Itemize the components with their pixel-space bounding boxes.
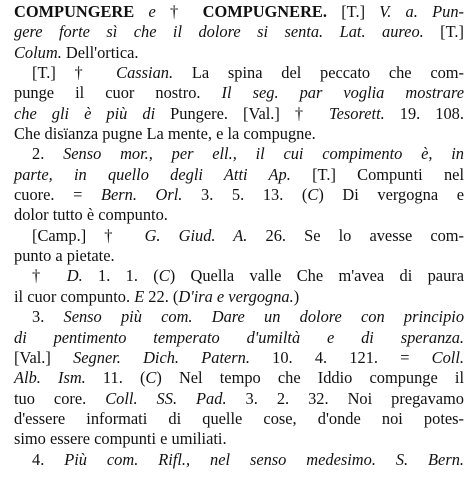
text-segment: D.: [66, 266, 83, 286]
text-segment: cuore. =: [14, 185, 101, 205]
text-segment: COMPUNGERE: [14, 2, 135, 21]
entry-line: [14, 246, 464, 266]
entry-line: [14, 450, 464, 470]
entry-line: [14, 205, 464, 225]
text-segment: †: [32, 266, 67, 286]
text-segment: Alb. Ism.: [14, 368, 86, 388]
dictionary-entry: [14, 2, 464, 470]
text-segment: Senso mor., per ell., il cui compimento è, in: [63, 144, 464, 164]
entry-line: [14, 22, 464, 42]
text-segment: Più com. Rifl., nel senso medesimo. S. Bern.: [64, 449, 465, 469]
text-segment: dolor tutto è compunto.: [14, 205, 168, 225]
text-segment: 3. 5. 13. (: [182, 185, 308, 205]
text-segment: ) Nel tempo che Iddio compunge il: [156, 368, 464, 388]
text-segment: ) Quella valle Che m'avea di paura: [169, 266, 465, 286]
text-segment: [T.]: [423, 22, 464, 42]
text-segment: V. a. Pun-: [379, 2, 464, 21]
entry-line: [14, 409, 464, 429]
text-segment: E: [134, 286, 145, 306]
text-segment: [Camp.] †: [32, 225, 145, 245]
text-segment: Pungere. [Val.] †: [155, 103, 330, 123]
entry-line: [14, 226, 464, 246]
entry-line: [14, 63, 464, 83]
entry-line: [14, 83, 464, 103]
text-segment: †: [170, 2, 203, 21]
entry-line: [14, 43, 464, 63]
entry-line: [14, 389, 464, 409]
entry-line: [14, 307, 464, 327]
text-segment: [Val.]: [14, 347, 74, 367]
text-segment: tuo core.: [14, 388, 106, 408]
text-segment: parte, in quello degli Atti Ap.: [14, 164, 291, 184]
text-segment: Coll.: [431, 347, 465, 367]
text-segment: Tesorett.: [329, 103, 385, 123]
text-segment: Segner. Dich. Patern.: [73, 347, 250, 367]
entry-line: [14, 287, 464, 307]
entry-line: [14, 124, 464, 144]
text-segment: il cuor compunto.: [14, 286, 135, 306]
text-segment: simo essere compunti e umiliati.: [14, 429, 227, 449]
entry-line: [14, 2, 464, 22]
text-segment: [T.] Compunti nel: [290, 164, 465, 184]
text-segment: Il seg. par voglia mostrare: [221, 83, 464, 103]
entry-line: [14, 368, 464, 388]
entry-line: [14, 328, 464, 348]
entry-line: [14, 104, 464, 124]
text-segment: 4.: [32, 449, 65, 469]
text-segment: 10. 4. 121. =: [249, 347, 432, 367]
text-segment: punge il cuor nostro.: [14, 83, 222, 103]
text-segment: d'essere informati di quelle cose, d'onde noi potes-: [14, 408, 464, 428]
text-segment: punto a pietate.: [14, 246, 115, 266]
text-segment: Coll. SS. Pad.: [105, 388, 227, 408]
text-segment: C: [158, 266, 170, 286]
text-segment: gere forte sì che il dolore si senta. Lat. aureo.: [14, 22, 424, 42]
entry-line: [14, 165, 464, 185]
text-segment: che gli è più di: [14, 103, 156, 123]
text-segment: 26. Se lo avesse com-: [247, 225, 465, 245]
text-segment: ) Di vergogna e: [318, 185, 464, 205]
text-segment: Bern. Orl.: [100, 185, 183, 205]
text-segment: Colum.: [14, 42, 62, 62]
text-segment: D'ira e vergogna.: [178, 286, 294, 306]
text-segment: 19. 108.: [384, 103, 464, 123]
text-segment: La spina del peccato che com-: [173, 63, 464, 83]
text-segment: 3.: [32, 307, 64, 327]
text-segment: Cassian.: [116, 63, 174, 83]
text-segment: Che disïanza pugne La mente, e la compugne.: [14, 124, 316, 144]
text-segment: ): [293, 286, 300, 306]
text-segment: C: [145, 368, 157, 388]
text-segment: Dell'ortica.: [61, 42, 139, 62]
text-segment: 2.: [32, 144, 64, 164]
text-segment: COMPUGNERE.: [202, 2, 327, 21]
entry-line: [14, 348, 464, 368]
text-segment: e: [134, 2, 171, 21]
entry-line: [14, 429, 464, 449]
text-segment: 1. 1. (: [82, 266, 159, 286]
text-segment: 3. 2. 32. Noi pregavamo: [226, 388, 464, 408]
entry-line: [14, 144, 464, 164]
entry-line: [14, 266, 464, 286]
text-segment: [T.]: [326, 2, 380, 21]
text-segment: G. Giud. A.: [144, 225, 248, 245]
entry-line: [14, 185, 464, 205]
text-segment: Senso più com. Dare un dolore con principio: [63, 307, 465, 327]
text-segment: [T.] †: [32, 63, 117, 83]
text-segment: C: [307, 185, 319, 205]
text-segment: di pentimento temperato d'umiltà e di speranza.: [14, 327, 464, 347]
text-segment: 11. (: [85, 368, 146, 388]
text-segment: 22. (: [144, 286, 179, 306]
